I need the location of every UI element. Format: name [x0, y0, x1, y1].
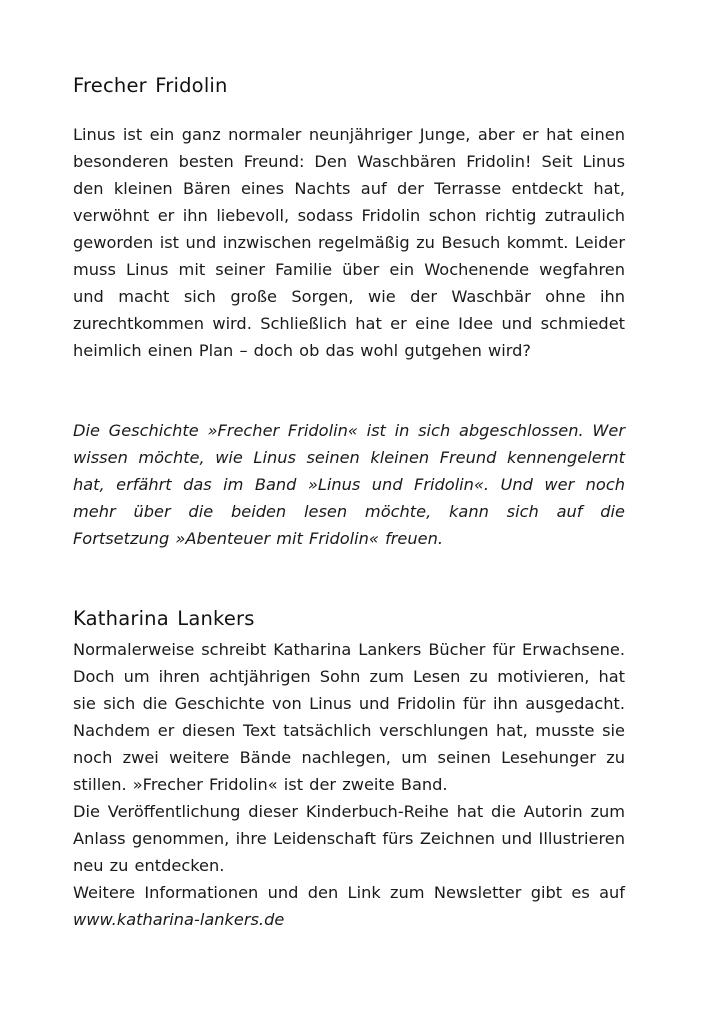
text-line: geworden ist und inzwischen regelmäßig zu Besuch kommt. Leider: [73, 233, 625, 252]
text-line: zurechtkommen wird. Schließlich hat er eine Idee und schmiedet: [73, 314, 625, 333]
text-line: Doch um ihren achtjährigen Sohn zum Lesen zu motivieren, hat: [73, 667, 625, 686]
text-line: besonderen besten Freund: Den Waschbären Fridolin! Seit Linus: [73, 152, 625, 171]
text-line: verwöhnt er ihn liebevoll, sodass Fridolin schon richtig zutraulich: [73, 206, 625, 225]
text-line: Normalerweise schreibt Katharina Lankers Bücher für Erwachsene.: [73, 640, 625, 659]
text-line: den kleinen Bären eines Nachts auf der Terrasse entdeckt hat,: [73, 179, 625, 198]
text-line: Linus ist ein ganz normaler neunjähriger Junge, aber er hat einen: [73, 125, 625, 144]
text-line: Nachdem er diesen Text tatsächlich verschlungen hat, musste sie: [73, 721, 625, 740]
text-line: Fortsetzung »Abenteuer mit Fridolin« freuen.: [73, 529, 444, 548]
text-line: neu zu entdecken.: [73, 856, 225, 875]
text-line: Die Geschichte »Frecher Fridolin« ist in sich abgeschlossen. Wer: [73, 421, 625, 440]
text-line: Die Veröffentlichung dieser Kinderbuch-Reihe hat die Autorin zum: [73, 802, 625, 821]
text-line: wissen möchte, wie Linus seinen kleinen Freund kennengelernt: [73, 448, 625, 467]
author-bio: [73, 636, 625, 933]
text-line: muss Linus mit seiner Familie über ein Wochenende wegfahren: [73, 260, 625, 279]
text-line: stillen. »Frecher Fridolin« ist der zweite Band.: [73, 775, 448, 794]
text-line: Weitere Informationen und den Link zum Newsletter gibt es auf: [73, 883, 625, 902]
website-line: [73, 906, 625, 933]
text-line: noch zwei weitere Bände nachlegen, um seinen Lesehunger zu: [73, 748, 625, 767]
text-line: hat, erfährt das im Band »Linus und Fridolin«. Und wer noch: [73, 475, 625, 494]
book-summary: [73, 121, 625, 364]
text-line: und macht sich große Sorgen, wie der Waschbär ohne ihn: [73, 287, 625, 306]
section-title-book: Frecher Fridolin: [73, 74, 228, 97]
section-title-author: Katharina Lankers: [73, 607, 255, 630]
text-line: heimlich einen Plan – doch ob das wohl gutgehen wird?: [73, 341, 532, 360]
text-line: Anlass genommen, ihre Leidenschaft fürs Zeichnen und Illustrieren: [73, 829, 625, 848]
series-note: [73, 417, 625, 552]
text-line: mehr über die beiden lesen möchte, kann sich auf die: [73, 502, 625, 521]
text-line: sie sich die Geschichte von Linus und Fridolin für ihn ausgedacht.: [73, 694, 625, 713]
author-website-link[interactable]: www.katharina-lankers.de: [73, 910, 285, 929]
